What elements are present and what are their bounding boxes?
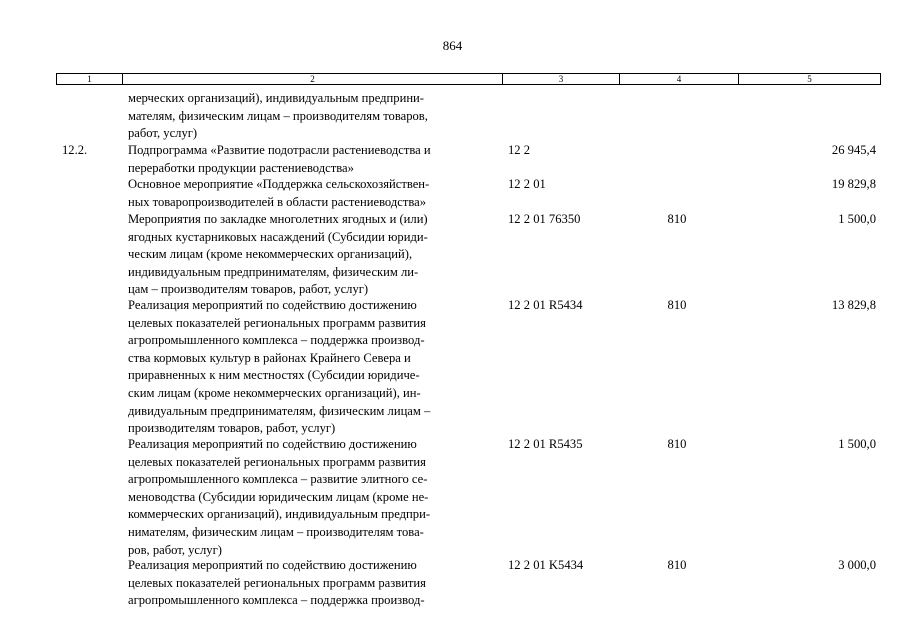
description-line: Реализация мероприятий по содействию достижению [128, 558, 417, 572]
row-description [128, 211, 500, 299]
column-header-1: 1 [57, 74, 123, 85]
row-expense-type: 810 [667, 437, 687, 451]
row-description [128, 142, 500, 177]
column-header-4: 4 [620, 74, 739, 85]
description-line: ров, работ, услуг) [128, 542, 222, 557]
description-line: агропромышленного комплекса – поддержка производ- [128, 593, 425, 608]
row-code: 12 2 01 [508, 177, 546, 191]
row-description [128, 176, 500, 211]
row-description [128, 297, 500, 438]
row-description [128, 90, 500, 143]
row-amount: 3 000,0 [838, 558, 876, 572]
row-amount: 1 500,0 [838, 212, 876, 226]
row-code: 12 2 [508, 143, 531, 157]
description-line: агропромышленного комплекса – поддержка производ- [128, 333, 425, 348]
description-line: нимателям, физическим лицам – производителям това- [128, 524, 424, 539]
row-amount: 13 829,8 [831, 298, 876, 312]
description-line: Реализация мероприятий по содействию достижению [128, 437, 417, 451]
description-line: меноводства (Субсидии юридическим лицам (кроме не- [128, 489, 429, 504]
description-line: дивидуальным предпринимателям, физическим лицам – [128, 403, 431, 418]
row-code: 12 2 01 R5434 [508, 298, 583, 312]
row-amount: 1 500,0 [838, 437, 876, 451]
column-header-2: 2 [123, 74, 503, 85]
description-line: коммерческих организаций), индивидуальным предпри- [128, 507, 431, 522]
row-code: 12 2 01 76350 [508, 212, 581, 226]
column-header-3: 3 [503, 74, 620, 85]
description-line: целевых показателей региональных программ развития [128, 315, 426, 330]
description-line: ных товаропроизводителей в области растениеводства» [128, 194, 427, 209]
description-line: ческим лицам (кроме некоммерческих организаций), [128, 247, 413, 262]
description-line: переработки продукции растениеводства» [128, 160, 354, 175]
description-line: ягодных кустарниковых насаждений (Субсидии юриди- [128, 229, 428, 244]
column-header-5: 5 [739, 74, 881, 85]
row-description [128, 436, 500, 559]
description-line: Подпрограмма «Развитие подотрасли растениеводства и [128, 143, 431, 157]
row-amount: 19 829,8 [831, 177, 876, 191]
row-amount: 26 945,4 [831, 143, 876, 157]
column-header-table [56, 73, 881, 85]
row-number: 12.2. [62, 143, 88, 157]
row-expense-type: 810 [667, 558, 687, 572]
row-code: 12 2 01 R5435 [508, 437, 583, 451]
row-expense-type: 810 [667, 212, 687, 226]
description-line: Реализация мероприятий по содействию достижению [128, 298, 417, 312]
column-header-row [57, 74, 881, 85]
description-line: мателям, физическим лицам – производителям товаров, [128, 108, 428, 123]
description-line: Основное мероприятие «Поддержка сельскохозяйствен- [128, 177, 430, 191]
page-number: 864 [442, 38, 463, 53]
description-line: Мероприятия по закладке многолетних ягодных и (или) [128, 212, 428, 226]
description-line: целевых показателей региональных программ развития [128, 454, 426, 469]
description-line: цам – производителям товаров, работ, услуг) [128, 282, 369, 297]
description-line: ства кормовых культур в районах Крайнего Севера и [128, 350, 411, 365]
row-expense-type: 810 [667, 298, 687, 312]
description-line: агропромышленного комплекса – развитие элитного се- [128, 472, 428, 487]
row-description [128, 557, 500, 610]
description-line: индивидуальным предпринимателям, физическим ли- [128, 264, 419, 279]
row-code: 12 2 01 K5434 [508, 558, 584, 572]
description-line: ским лицам (кроме некоммерческих организаций), ин- [128, 385, 421, 400]
description-line: целевых показателей региональных программ развития [128, 575, 426, 590]
description-line: работ, услуг) [128, 126, 198, 141]
description-line: производителям товаров, работ, услуг) [128, 421, 336, 436]
description-line: мерческих организаций), индивидуальным предприни- [128, 91, 424, 105]
description-line: приравненных к ним местностях (Субсидии юридиче- [128, 368, 420, 383]
